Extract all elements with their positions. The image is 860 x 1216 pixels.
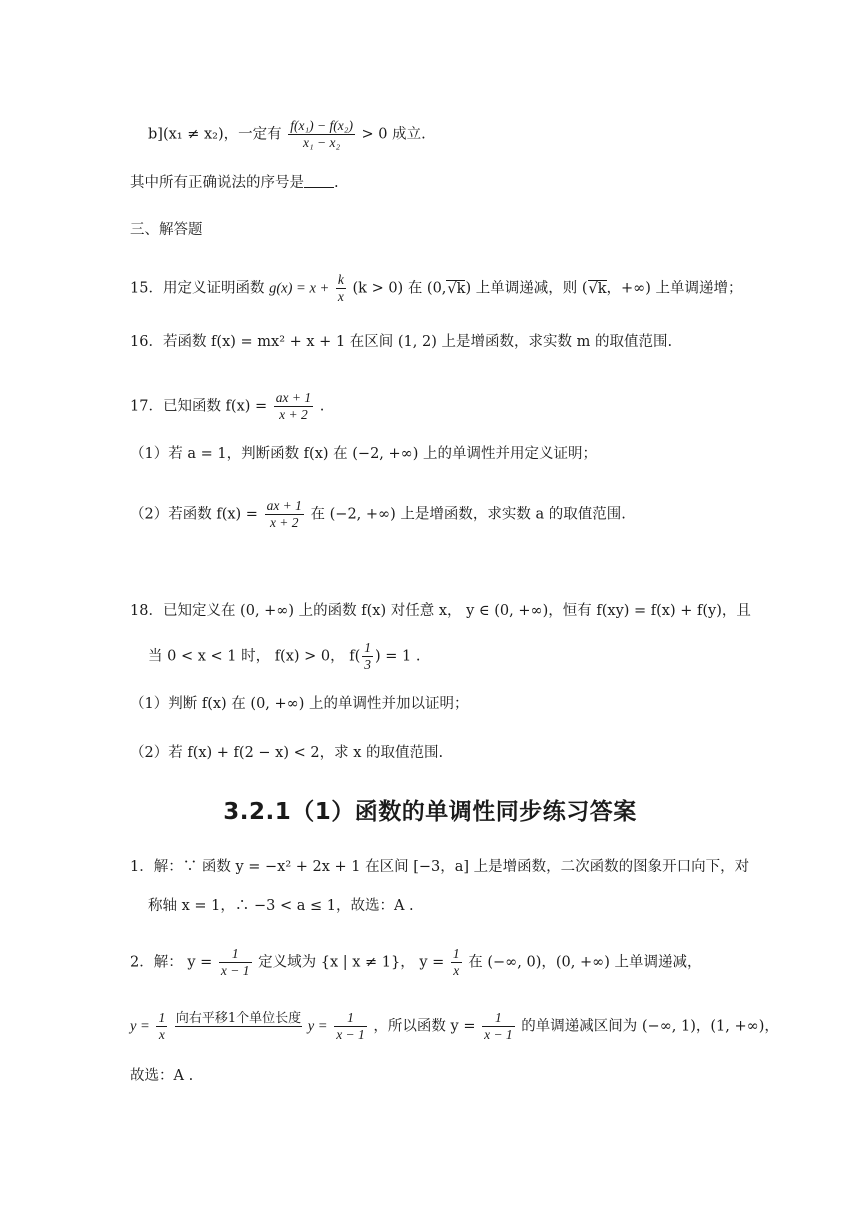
a2-f5-num: 1: [482, 1010, 515, 1027]
q15-func: g(x) = x +: [269, 280, 330, 297]
q15-tail: ，+∞) 上单调递增；: [606, 280, 743, 297]
answer-1-line-2: 称轴 x = 1，∴ −3 < a ≤ 1，故选：A .: [148, 898, 414, 914]
a2-mid3: ，所以函数 y =: [373, 1018, 476, 1035]
a2-f4-num: 1: [334, 1010, 367, 1027]
a2-f4-den: x − 1: [336, 1027, 365, 1042]
answer-blank: [304, 173, 334, 188]
a2-f2-den: x: [453, 963, 460, 978]
q14-frac-num: f(x₁) − f(x₂): [290, 118, 353, 133]
a2-l2-y: y =: [130, 1018, 150, 1035]
question-15: [130, 272, 743, 305]
question-17: [130, 390, 324, 423]
answer-title: 3.2.1（1）函数的单调性同步练习答案: [223, 799, 637, 825]
q18-line2-tail: ) = 1 .: [375, 648, 421, 665]
q14-cont-prefix: b](x₁ ≠ x₂)，一定有: [148, 126, 282, 143]
a2-lead: 2．解： y =: [130, 954, 213, 971]
q14-frac-den: x₁ − x₂: [302, 135, 341, 150]
answer-2-end: 故选：A .: [130, 1068, 194, 1084]
a2-tail: 的单调递减区间为 (−∞, 1)，(1, +∞)，: [521, 1018, 779, 1035]
q14-prompt: [130, 173, 339, 193]
q14-prompt-text: 其中所有正确说法的序号是: [130, 175, 304, 191]
q15-frac-den: x: [337, 289, 344, 304]
answer-2-line-1: [130, 946, 701, 979]
q17-part2-fraction: [265, 498, 304, 531]
q17-end: .: [319, 398, 325, 415]
question-16: 16．若函数 f(x) = mx² + x + 1 在区间 (1, 2) 上是增函数，求实数 m 的取值范围.: [130, 334, 673, 350]
a2-frac-2: [451, 946, 462, 979]
a2-f3-den: x: [158, 1027, 165, 1042]
q15-cond: (k > 0) 在 (0,: [352, 280, 447, 297]
q17-part2-tail: 在 (−2, +∞) 上是增函数，求实数 a 的取值范围.: [310, 506, 626, 523]
q17-part2-frac-num: ax + 1: [266, 498, 302, 513]
q17-fraction: [274, 390, 313, 423]
answer-1-line-1: 1．解：∵ 函数 y = −x² + 2x + 1 在区间 [−3，a] 上是增函数，二次函数的图象开口向下，对: [130, 859, 750, 875]
a2-l2-y2: y =: [307, 1018, 328, 1035]
a2-f1-num: 1: [219, 946, 252, 963]
a2-frac-5: [482, 1010, 515, 1043]
a2-frac-3: [156, 1010, 167, 1043]
question-18-line-1: 18．已知定义在 (0, +∞) 上的函数 f(x) 对任意 x， y ∈ (0, +∞)，恒有 f(xy) = f(x) + f(y)，且: [130, 603, 751, 619]
q18-part-1: （1）判断 f(x) 在 (0, +∞) 上的单调性并加以证明；: [130, 696, 469, 712]
q17-part2-lead: （2）若函数 f(x) =: [130, 506, 258, 523]
q17-lead: 17．已知函数 f(x) =: [130, 398, 268, 415]
q17-part-1: （1）若 a = 1，判断函数 f(x) 在 (−2, +∞) 上的单调性并用定义证明；: [130, 446, 598, 462]
a2-mid1: 定义域为 {x | x ≠ 1}， y =: [258, 954, 445, 971]
q15-lead: 15．用定义证明函数: [130, 280, 265, 297]
q17-frac-den: x + 2: [279, 407, 308, 422]
q14-cont-suffix: > 0 成立.: [361, 126, 426, 143]
q14-continuation: [148, 118, 426, 151]
q18-part-2: （2）若 f(x) + f(2 − x) < 2，求 x 的取值范围.: [130, 745, 444, 761]
q14-fraction: [288, 118, 355, 151]
q17-frac-num: ax + 1: [275, 390, 312, 405]
q15-fraction: [336, 272, 346, 305]
section-heading: 三、解答题: [130, 222, 203, 238]
q15-mid: ) 上单调递减，则 (: [465, 280, 588, 297]
a2-f2-num: 1: [452, 946, 460, 961]
answer-2-line-2: [130, 1010, 779, 1043]
question-18-line-2: [148, 640, 421, 673]
a2-f3-num: 1: [158, 1010, 166, 1025]
transform-arrow: [175, 1011, 302, 1042]
q18-line2-lead: 当 0 < x < 1 时， f(x) > 0， f(: [148, 648, 361, 665]
arrow-text: 向右平移1个单位长度: [175, 1011, 302, 1026]
q15-sqrt-k-2: √k: [588, 280, 607, 297]
q18-fraction: [362, 640, 373, 673]
q17-part2-frac-den: x + 2: [269, 515, 299, 530]
q14-prompt-end: .: [334, 175, 339, 191]
a2-frac-1: [219, 946, 252, 979]
a2-frac-4: [334, 1010, 367, 1043]
q18-frac-num: 1: [364, 640, 372, 655]
a2-f1-den: x − 1: [220, 963, 250, 978]
q15-sqrt-k: √k: [447, 280, 466, 297]
a2-mid2: 在 (−∞, 0)，(0, +∞) 上单调递减，: [468, 954, 702, 971]
q15-frac-num: k: [337, 272, 344, 287]
a2-f5-den: x − 1: [484, 1027, 513, 1042]
q17-part-2: [130, 498, 626, 531]
q18-frac-den: 3: [364, 657, 372, 672]
